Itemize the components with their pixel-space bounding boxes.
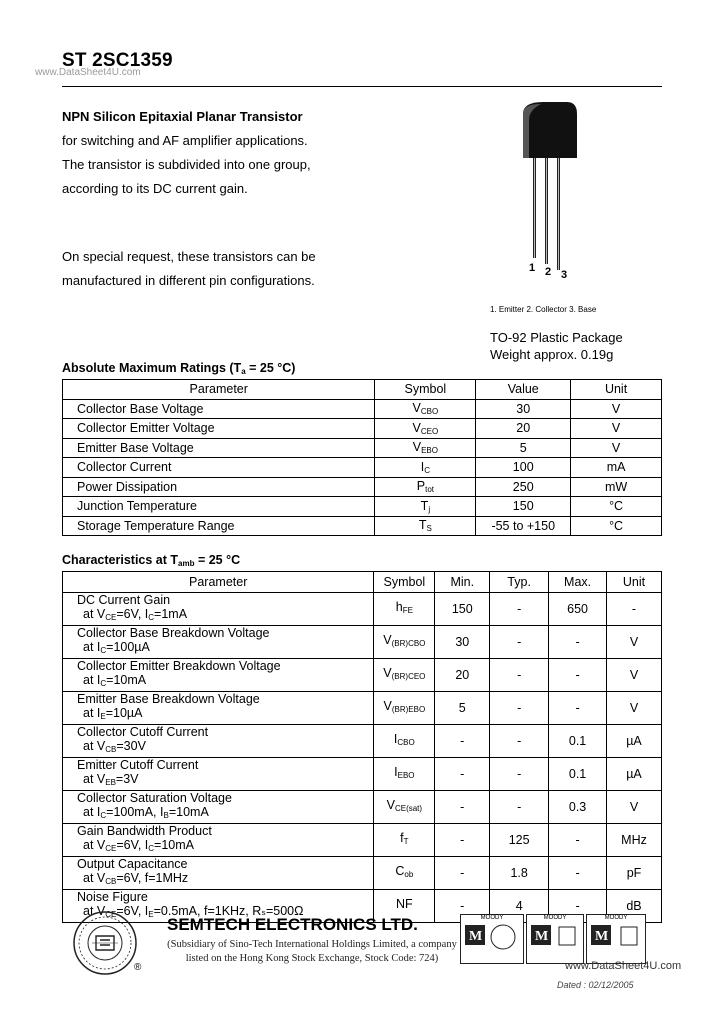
typ-cell: 125 — [490, 824, 549, 857]
table-row — [63, 419, 662, 439]
param-cell: Collector Cutoff Current at $V_{CB}=30V$ — [63, 725, 374, 758]
table-header-row — [63, 380, 662, 400]
symbol-cell: $I_C$ — [375, 458, 476, 478]
param-cell: Power Dissipation — [63, 477, 375, 497]
param-cell: Collector Emitter Breakdown Voltage at $I_C=10mA$ — [63, 659, 374, 692]
col-header: Parameter — [63, 572, 374, 593]
max-cell: 0.1 — [549, 758, 607, 791]
typ-cell: 1.8 — [490, 857, 549, 890]
table-row — [63, 725, 662, 758]
unit-cell: pF — [607, 857, 662, 890]
max-cell: 0.1 — [549, 725, 607, 758]
unit-cell: V — [607, 626, 662, 659]
intro-text — [62, 105, 362, 201]
cert-badge: MOODY M — [526, 914, 584, 964]
table-row — [63, 399, 662, 419]
intro-line: On special request, these transistors can be — [62, 249, 316, 264]
unit-cell: µA — [607, 725, 662, 758]
company-name: SEMTECH ELECTRONICS LTD. — [167, 915, 418, 934]
value-cell: 30 — [476, 399, 571, 419]
package-weight: Weight approx. 0.19g — [490, 347, 614, 362]
table-row — [63, 692, 662, 725]
param-cell: Collector Current — [63, 458, 375, 478]
package-info — [490, 329, 623, 363]
param-cell: Collector Emitter Voltage — [63, 419, 375, 439]
cert-logo-icon — [527, 921, 581, 957]
unit-cell: mA — [571, 458, 662, 478]
unit-cell: - — [607, 593, 662, 626]
symbol-cell: $I_{EBO}$ — [374, 758, 435, 791]
col-header: Min. — [435, 572, 490, 593]
abs-max-table — [62, 379, 662, 536]
value-cell: 150 — [476, 497, 571, 517]
table-row — [63, 791, 662, 824]
min-cell: 30 — [435, 626, 490, 659]
col-header: Parameter — [63, 380, 375, 400]
table-row — [63, 593, 662, 626]
value-cell: -55 to +150 — [476, 516, 571, 536]
min-cell: 20 — [435, 659, 490, 692]
chars-table — [62, 571, 662, 923]
param-cell: Collector Base Voltage — [63, 399, 375, 419]
param-cell: Emitter Cutoff Current at $V_{EB}=3V$ — [63, 758, 374, 791]
col-header: Symbol — [375, 380, 476, 400]
table-row — [63, 758, 662, 791]
symbol-cell: $V_{CEO}$ — [375, 419, 476, 439]
symbol-cell: $P_{tot}$ — [375, 477, 476, 497]
svg-text:M: M — [535, 929, 549, 944]
unit-cell: °C — [571, 516, 662, 536]
value-cell: 250 — [476, 477, 571, 497]
typ-cell: - — [490, 593, 549, 626]
symbol-cell: $h_{FE}$ — [374, 593, 435, 626]
min-cell: 150 — [435, 593, 490, 626]
registered-mark: ® — [134, 962, 142, 973]
table-row — [63, 438, 662, 458]
typ-cell: - — [490, 692, 549, 725]
max-cell: - — [549, 692, 607, 725]
unit-cell: V — [607, 659, 662, 692]
intro-line: The transistor is subdivided into one group, — [62, 157, 311, 172]
col-header: Unit — [571, 380, 662, 400]
param-cell: Emitter Base Breakdown Voltage at $I_E=10\mu A$ — [63, 692, 374, 725]
cert-badge: MOODY M — [586, 914, 646, 964]
max-cell: - — [549, 626, 607, 659]
max-cell: - — [549, 890, 607, 923]
value-cell: 100 — [476, 458, 571, 478]
intro-line: according to its DC current gain. — [62, 181, 248, 196]
symbol-cell: $V_{(BR)CBO}$ — [374, 626, 435, 659]
table-row — [63, 626, 662, 659]
cert-logo-icon — [461, 921, 521, 957]
min-cell: - — [435, 791, 490, 824]
typ-cell: - — [490, 758, 549, 791]
symbol-cell: $V_{CBO}$ — [375, 399, 476, 419]
param-cell: Emitter Base Voltage — [63, 438, 375, 458]
value-cell: 5 — [476, 438, 571, 458]
cert-logo-icon — [587, 921, 643, 957]
symbol-cell: $V_{CE(sat)}$ — [374, 791, 435, 824]
pin-legend: 1. Emitter 2. Collector 3. Base — [490, 305, 597, 314]
param-cell: Noise Figure at $V_{CE}=6V$, $I_E=0.5mA$, f=1KHz, Rₛ=500Ω — [63, 890, 374, 923]
symbol-cell: $V_{EBO}$ — [375, 438, 476, 458]
unit-cell: °C — [571, 497, 662, 517]
company-logo — [72, 910, 138, 976]
unit-cell: µA — [607, 758, 662, 791]
intro-text-2 — [62, 245, 362, 293]
transistor-drawing — [515, 100, 585, 275]
table-row — [63, 477, 662, 497]
param-cell: Output Capacitance at $V_{CB}=6V$, f=1MHz — [63, 857, 374, 890]
typ-cell: - — [490, 791, 549, 824]
param-cell: Gain Bandwidth Product at $V_{CE}=6V$, $I_C=10mA$ — [63, 824, 374, 857]
min-cell: - — [435, 857, 490, 890]
svg-text:M: M — [469, 929, 483, 944]
table-row — [63, 497, 662, 517]
unit-cell: MHz — [607, 824, 662, 857]
symbol-cell: $V_{(BR)CEO}$ — [374, 659, 435, 692]
min-cell: - — [435, 758, 490, 791]
symbol-cell: $f_T$ — [374, 824, 435, 857]
symbol-cell: $V_{(BR)EBO}$ — [374, 692, 435, 725]
pin-label-3: 3 — [561, 269, 568, 281]
value-cell: 20 — [476, 419, 571, 439]
min-cell: - — [435, 824, 490, 857]
cert-badge: MOODY M — [460, 914, 524, 964]
table-row — [63, 857, 662, 890]
symbol-cell: $T_S$ — [375, 516, 476, 536]
max-cell: - — [549, 857, 607, 890]
col-header: Unit — [607, 572, 662, 593]
unit-cell: dB — [607, 890, 662, 923]
min-cell: 5 — [435, 692, 490, 725]
param-cell: Collector Base Breakdown Voltage at $I_C=100\mu A$ — [63, 626, 374, 659]
pin-label-1: 1 — [529, 262, 536, 274]
title-rule — [62, 86, 662, 87]
watermark-bottom: www.DataSheet4U.com — [565, 960, 682, 972]
param-cell: DC Current Gain at $V_{CE}=6V$, $I_C=1mA$ — [63, 593, 374, 626]
pin-label-2: 2 — [545, 266, 552, 278]
intro-line: manufactured in different pin configurations. — [62, 273, 315, 288]
max-cell: - — [549, 824, 607, 857]
param-cell: Collector Saturation Voltage at $I_C=100mA$, $I_B=10mA$ — [63, 791, 374, 824]
table-header-row — [63, 572, 662, 593]
param-cell: Junction Temperature — [63, 497, 375, 517]
max-cell: 0.3 — [549, 791, 607, 824]
col-header: Symbol — [374, 572, 435, 593]
svg-text:M: M — [595, 929, 609, 944]
unit-cell: V — [571, 419, 662, 439]
col-header: Max. — [549, 572, 607, 593]
abs-max-title: Absolute Maximum Ratings ($T_a = 25$ °C) — [62, 361, 296, 376]
table-row — [63, 659, 662, 692]
min-cell: - — [435, 890, 490, 923]
table-row — [63, 824, 662, 857]
max-cell: 650 — [549, 593, 607, 626]
min-cell: - — [435, 725, 490, 758]
dated-label: Dated : 02/12/2005 — [557, 980, 634, 990]
package-name: TO-92 Plastic Package — [490, 330, 623, 345]
page-title: ST 2SC1359 — [62, 50, 173, 71]
col-header: Value — [476, 380, 571, 400]
param-cell: Storage Temperature Range — [63, 516, 375, 536]
symbol-cell: $I_{CBO}$ — [374, 725, 435, 758]
typ-cell: - — [490, 626, 549, 659]
company-subsidiary: (Subsidiary of Sino-Tech International Holdings Limited, a company listed on the Hong Kong Stock Exchange, Stock Code: 724) — [167, 939, 457, 964]
typ-cell: - — [490, 659, 549, 692]
chars-title: Characteristics at $T_{amb} = 25$ °C — [62, 553, 241, 568]
symbol-cell: NF — [374, 890, 435, 923]
typ-cell: - — [490, 725, 549, 758]
symbol-cell: $C_{ob}$ — [374, 857, 435, 890]
table-row — [63, 458, 662, 478]
unit-cell: V — [607, 791, 662, 824]
max-cell: - — [549, 659, 607, 692]
symbol-cell: $T_j$ — [375, 497, 476, 517]
intro-heading: NPN Silicon Epitaxial Planar Transistor — [62, 109, 303, 124]
unit-cell: V — [607, 692, 662, 725]
unit-cell: V — [571, 399, 662, 419]
watermark: www.DataSheet4U.com — [35, 67, 141, 78]
typ-cell: 4 — [490, 890, 549, 923]
col-header: Typ. — [490, 572, 549, 593]
table-row — [63, 516, 662, 536]
unit-cell: mW — [571, 477, 662, 497]
unit-cell: V — [571, 438, 662, 458]
intro-line: for switching and AF amplifier applications. — [62, 133, 308, 148]
